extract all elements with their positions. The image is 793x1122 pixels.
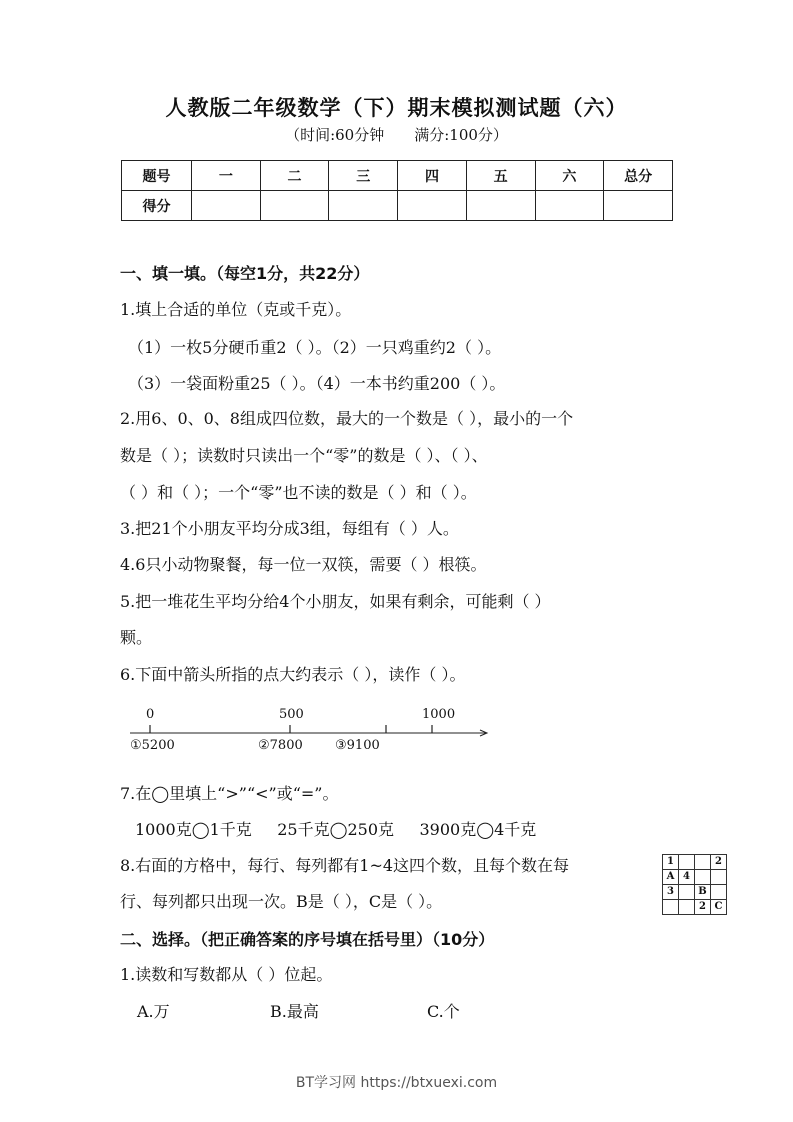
- page-title: 人教版二年级数学（下）期末模拟测试题（六）: [165, 96, 628, 120]
- choice-option: C.个: [427, 1002, 460, 1021]
- question-line: （3）一袋面粉重25（ ）。（4）一本书约重200（ ）。: [128, 374, 506, 393]
- question-line: 6.下面中箭头所指的点大约表示（ ），读作（ ）。: [120, 665, 466, 684]
- tick-label: 1000: [422, 707, 456, 722]
- grid-cell: [695, 855, 711, 870]
- header-cell: 一: [192, 161, 261, 191]
- question-line: 3.把21个小朋友平均分成3组，每组有（ ）人。: [120, 519, 459, 538]
- grid-cell: [711, 885, 727, 900]
- header-cell: 三: [329, 161, 398, 191]
- row-label: 得分: [122, 191, 192, 221]
- header-cell: 二: [260, 161, 329, 191]
- grid-cell: [663, 900, 679, 915]
- exam-info: [0, 124, 793, 145]
- number-grid: [662, 854, 727, 915]
- compare-items: 1000克◯1千克 25千克◯250克 3900克◯4千克: [135, 820, 537, 839]
- number-line-option: ②7800: [258, 738, 303, 753]
- score-cell[interactable]: [329, 191, 398, 221]
- grid-cell: 2: [695, 900, 711, 915]
- grid-cell: 1: [663, 855, 679, 870]
- section1-heading: 一、填一填。（每空1分，共22分）: [120, 264, 370, 283]
- grid-cell: [679, 855, 695, 870]
- number-line-option: ③9100: [335, 738, 380, 753]
- grid-cell: 4: [679, 870, 695, 885]
- question-line: 1.填上合适的单位（克或千克）。: [120, 300, 352, 319]
- footer-watermark: BT学习网 https://btxuexi.com: [295, 1075, 498, 1091]
- grid-cell: [711, 870, 727, 885]
- question-line: （1）一枚5分硬币重2（ ）。（2）一只鸡重约2（ ）。: [128, 338, 502, 357]
- header-cell: 题号: [122, 161, 192, 191]
- score-cell[interactable]: [398, 191, 467, 221]
- number-line-option: ①5200: [130, 738, 175, 753]
- score-cell[interactable]: [535, 191, 604, 221]
- grid-cell: [695, 870, 711, 885]
- choice-option: B.最高: [270, 1002, 319, 1021]
- grid-cell: C: [711, 900, 727, 915]
- score-cell[interactable]: [192, 191, 261, 221]
- question-line: 2.用6、0、0、8组成四位数，最大的一个数是（ ），最小的一个: [120, 409, 574, 428]
- header-cell: 五: [466, 161, 535, 191]
- number-line: [120, 702, 500, 752]
- full-score: 满分:100分）: [414, 126, 508, 144]
- question-line: 1.读数和写数都从（ ）位起。: [120, 965, 333, 984]
- grid-cell: 3: [663, 885, 679, 900]
- time-limit: （时间:60分钟: [285, 126, 385, 144]
- grid-cell: A: [663, 870, 679, 885]
- question-line: 行、每列都只出现一次。B是（ ），C是（ ）。: [120, 892, 443, 911]
- choice-option: A.万: [137, 1002, 170, 1021]
- score-table-score-row: [122, 191, 673, 221]
- grid-cell: B: [695, 885, 711, 900]
- question-line: 5.把一堆花生平均分给4个小朋友，如果有剩余，可能剩（ ）: [120, 592, 551, 611]
- question-line: 8.右面的方格中，每行、每列都有1~4这四个数，且每个数在每: [120, 856, 570, 875]
- grid-cell: [679, 885, 695, 900]
- question-line: 7.在◯里填上“>”“<”或“=”。: [120, 784, 339, 803]
- question-line: 4.6只小动物聚餐，每一位一双筷，需要（ ）根筷。: [120, 555, 487, 574]
- grid-cell: 2: [711, 855, 727, 870]
- score-table-header-row: [122, 161, 673, 191]
- score-cell[interactable]: [604, 191, 673, 221]
- tick-label: 500: [279, 707, 304, 722]
- score-cell[interactable]: [260, 191, 329, 221]
- grid-cell: [679, 900, 695, 915]
- header-cell: 总分: [604, 161, 673, 191]
- tick-label: 0: [146, 707, 155, 722]
- header-cell: 四: [398, 161, 467, 191]
- header-cell: 六: [535, 161, 604, 191]
- section2-heading: 二、选择。（把正确答案的序号填在括号里）（10分）: [120, 930, 495, 949]
- question-line: （ ）和（ ）；一个“零”也不读的数是（ ）和（ ）。: [120, 483, 477, 502]
- question-line: 颗。: [120, 628, 153, 647]
- score-cell[interactable]: [466, 191, 535, 221]
- question-line: 数是（ ）；读数时只读出一个“零”的数是（ ）、（ ）、: [120, 446, 488, 465]
- score-table: [121, 160, 673, 221]
